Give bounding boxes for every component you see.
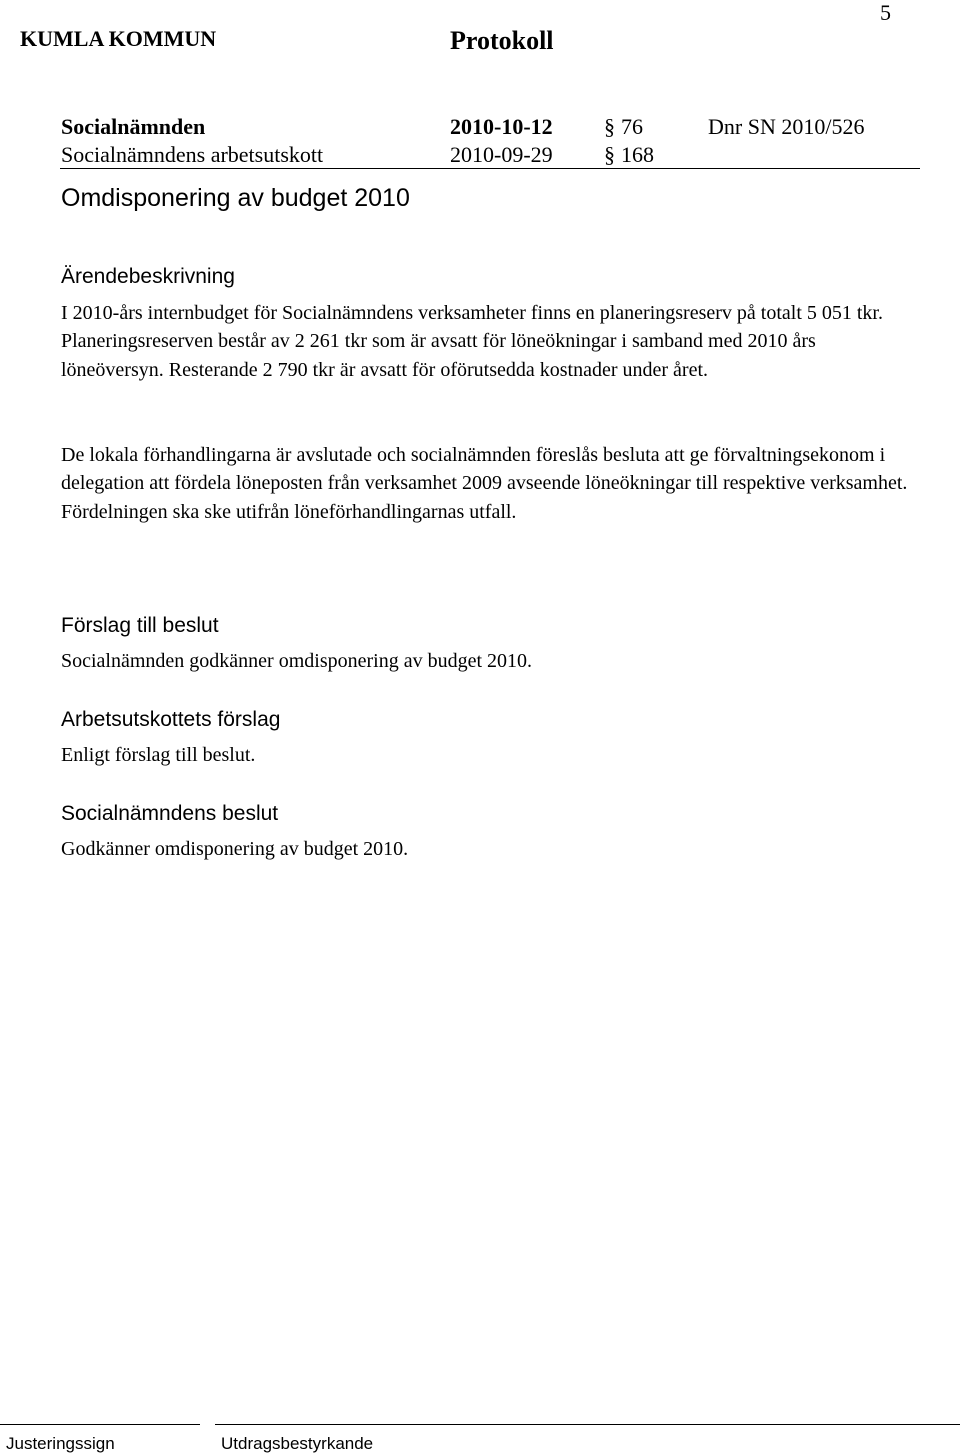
section-heading-committee-proposal: Arbetsutskottets förslag — [61, 708, 281, 731]
section-heading-proposal: Förslag till beslut — [61, 614, 219, 637]
description-paragraph-1: I 2010-års internbudget för Socialnämndens verksamheter finns en planeringsreserv på totalt 5 051 tkr. Planeringsreserven består av 2 261 tkr som är avsatt för löneökningar i samband med 2010 års löneöversyn. Resterande 2 790 tkr är avsatt för oförutsedda kostnader under året. — [61, 302, 883, 381]
meta-dnr: Dnr SN 2010/526 — [708, 114, 865, 139]
organization-name: KUMLA KOMMUN — [20, 26, 217, 51]
document-type: Protokoll — [450, 26, 554, 55]
meta-section-secondary — [604, 142, 654, 168]
section-heading-decision: Socialnämndens beslut — [61, 802, 279, 825]
section-symbol-icon: § — [604, 114, 615, 139]
meta-section-number-secondary: 168 — [621, 142, 654, 167]
meta-section-number-primary: 76 — [621, 114, 643, 139]
footer-signature-cell — [0, 1424, 200, 1456]
footer-certification-cell — [215, 1424, 960, 1456]
footer-certification-label: Utdragsbestyrkande — [221, 1434, 374, 1453]
decision-text: Godkänner omdisponering av budget 2010. — [61, 838, 409, 860]
page-number: 5 — [880, 0, 891, 25]
meta-section-primary — [604, 114, 643, 140]
meta-body-primary: Socialnämnden — [61, 114, 206, 139]
meta-date-secondary: 2010-09-29 — [450, 142, 553, 167]
proposal-text: Socialnämnden godkänner omdisponering av budget 2010. — [61, 650, 533, 672]
committee-proposal-text: Enligt förslag till beslut. — [61, 744, 256, 766]
footer-signature-label: Justeringssign — [6, 1434, 115, 1453]
section-symbol-icon: § — [604, 142, 615, 167]
description-paragraph-2: De lokala förhandlingarna är avslutade och socialnämnden föreslås besluta att ge förvaltningsekonom i delegation att fördela löneposten från verksamhet 2009 avseende löneökningar till respektive verksamhet. Fördelningen ska ske utifrån löneförhandlingarnas utfall. — [61, 444, 908, 523]
meta-body-secondary: Socialnämndens arbetsutskott — [61, 142, 324, 167]
meta-date-primary: 2010-10-12 — [450, 114, 553, 139]
header-divider — [60, 168, 920, 169]
document-title: Omdisponering av budget 2010 — [61, 184, 410, 212]
section-heading-description: Ärendebeskrivning — [61, 265, 235, 288]
